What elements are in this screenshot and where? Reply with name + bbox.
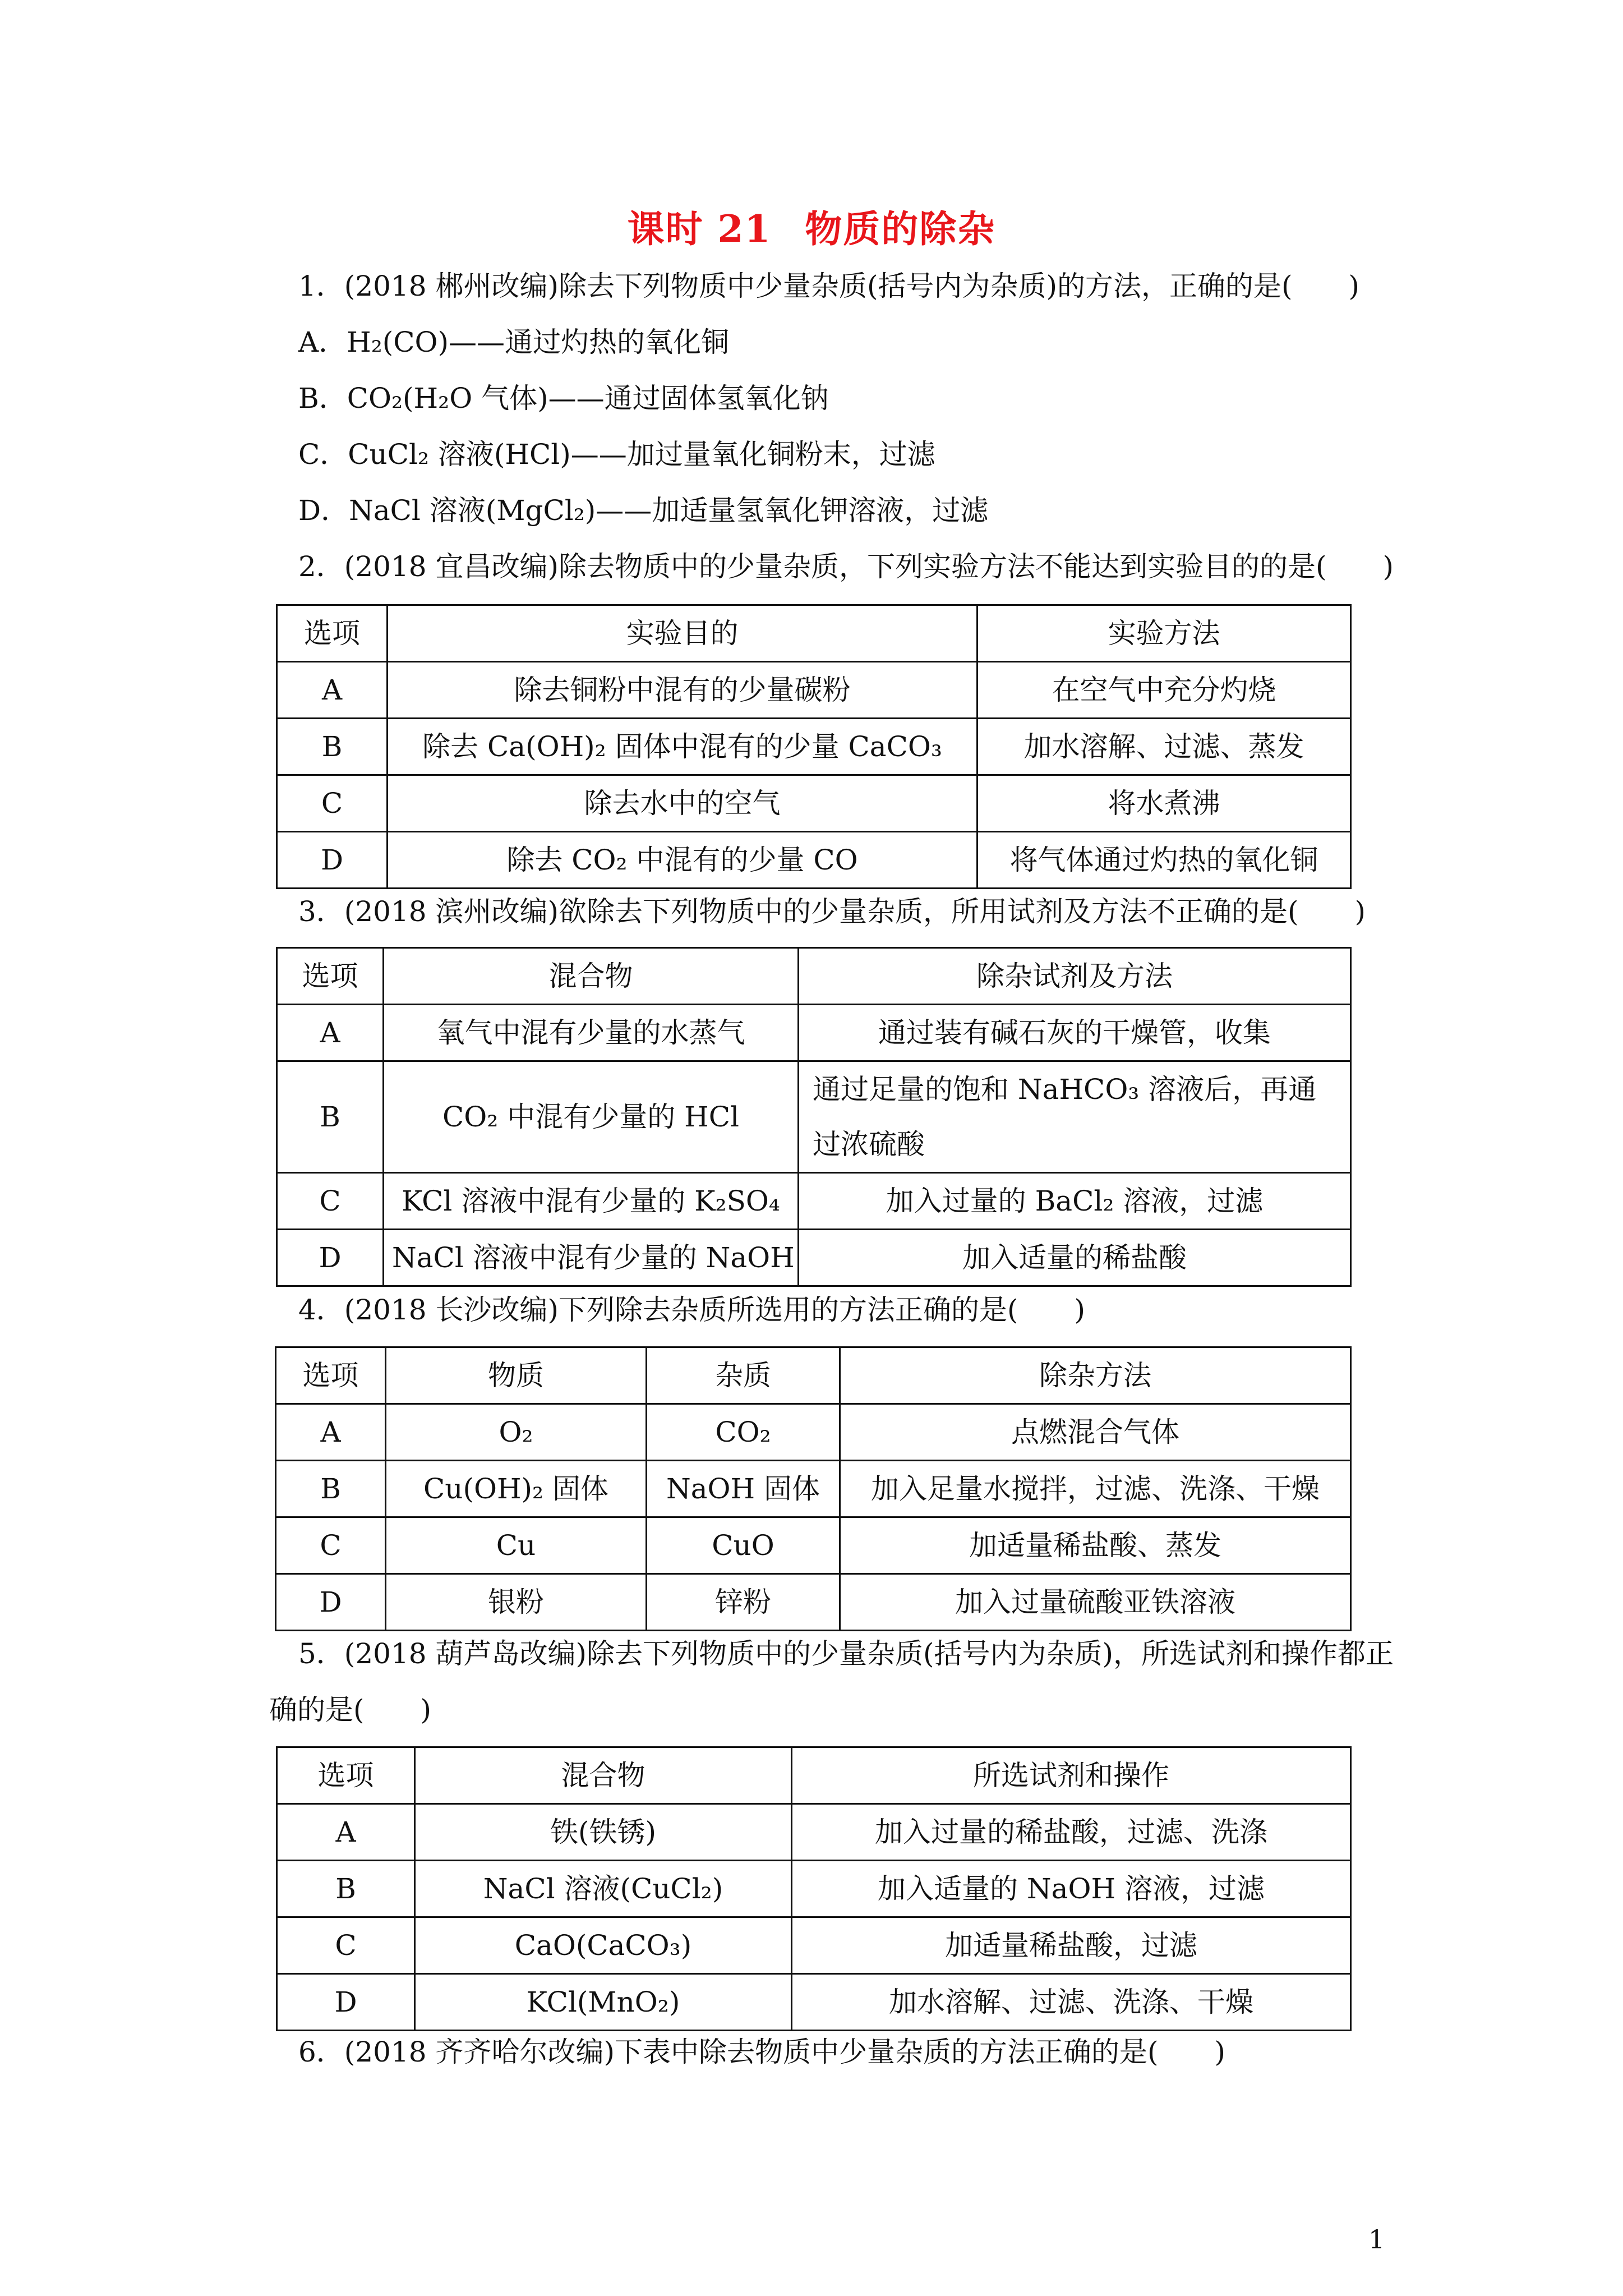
table-header-cell: 所选试剂和操作: [792, 1747, 1351, 1804]
table-row: [277, 1804, 1351, 1861]
table-cell: 锌粉: [647, 1574, 840, 1631]
page-number: 1: [1368, 2224, 1385, 2254]
table-cell: A: [276, 1404, 386, 1461]
table-cell: C: [277, 1917, 415, 1974]
table-cell: 通过装有碱石灰的干燥管，收集: [799, 1005, 1351, 1061]
table-cell: 加入适量的稀盐酸: [799, 1230, 1351, 1286]
table-cell: A: [277, 1804, 415, 1861]
table-cell: D: [277, 832, 388, 889]
q3-table: [276, 947, 1352, 1287]
table-cell: 加入适量的 NaOH 溶液，过滤: [792, 1861, 1351, 1917]
table-row: [277, 1173, 1351, 1230]
q6-stem: 6．(2018 齐齐哈尔改编)下表中除去物质中少量杂质的方法正确的是( ): [298, 2036, 1225, 2068]
table-cell: C: [277, 1173, 384, 1230]
q4-stem: 4．(2018 长沙改编)下列除去杂质所选用的方法正确的是( ): [298, 1294, 1085, 1326]
table-cell: 银粉: [386, 1574, 647, 1631]
table-header-cell: 混合物: [384, 948, 799, 1005]
table-cell: A: [277, 1005, 384, 1061]
q1-option-c: C．CuCl₂ 溶液(HCl)——加过量氧化铜粉末，过滤: [298, 438, 935, 471]
table-cell: KCl(MnO₂): [415, 1974, 792, 2031]
table-cell: 除去 Ca(OH)₂ 固体中混有的少量 CaCO₃: [388, 719, 978, 775]
table-cell: Cu(OH)₂ 固体: [386, 1461, 647, 1517]
table-cell: 加水溶解、过滤、蒸发: [978, 719, 1351, 775]
table-cell: CO₂: [647, 1404, 840, 1461]
table-cell: B: [277, 719, 388, 775]
table-cell: 铁(铁锈): [415, 1804, 792, 1861]
q5-table: [276, 1746, 1352, 2031]
table-cell: 加水溶解、过滤、洗涤、干燥: [792, 1974, 1351, 2031]
table-cell: CuO: [647, 1517, 840, 1574]
q2-stem: 2．(2018 宜昌改编)除去物质中的少量杂质，下列实验方法不能达到实验目的的是( ): [298, 550, 1394, 583]
table-row: [277, 1861, 1351, 1917]
table-header-cell: 物质: [386, 1347, 647, 1404]
q5-stem-line2: 确的是( ): [269, 1694, 432, 1726]
q4-table: [275, 1346, 1352, 1631]
table-cell: NaOH 固体: [647, 1461, 840, 1517]
table-header-cell: 除杂方法: [840, 1347, 1351, 1404]
table-header-cell: 选项: [277, 948, 384, 1005]
table-header-cell: 除杂试剂及方法: [799, 948, 1351, 1005]
table-row: [276, 1517, 1351, 1574]
table-cell: 在空气中充分灼烧: [978, 662, 1351, 719]
table-cell: D: [276, 1574, 386, 1631]
table-cell: D: [277, 1974, 415, 2031]
table-cell: B: [277, 1061, 384, 1173]
table-row: [277, 1230, 1351, 1286]
table-row: [277, 662, 1351, 719]
q2-table: [276, 604, 1352, 889]
table-header-row: [277, 948, 1351, 1005]
q3-stem: 3．(2018 滨州改编)欲除去下列物质中的少量杂质，所用试剂及方法不正确的是( ): [298, 895, 1366, 928]
table-header-cell: 选项: [276, 1347, 386, 1404]
table-cell: B: [277, 1861, 415, 1917]
table-row: [277, 1917, 1351, 1974]
table-cell: O₂: [386, 1404, 647, 1461]
page-title: [0, 199, 1623, 252]
lesson-topic: 物质的除杂: [805, 207, 996, 251]
table-cell: 将水煮沸: [978, 775, 1351, 832]
table-row: [277, 1061, 1351, 1173]
q1-stem: 1．(2018 郴州改编)除去下列物质中少量杂质(括号内为杂质)的方法，正确的是( ): [298, 270, 1359, 302]
table-header-cell: 选项: [277, 605, 388, 662]
table-row: [276, 1574, 1351, 1631]
table-header-cell: 杂质: [647, 1347, 840, 1404]
table-cell: NaCl 溶液(CuCl₂): [415, 1861, 792, 1917]
table-cell: 加入过量硫酸亚铁溶液: [840, 1574, 1351, 1631]
q1-option-b: B．CO₂(H₂O 气体)——通过固体氢氧化钠: [298, 382, 829, 415]
q1-option-a: A．H₂(CO)——通过灼热的氧化铜: [298, 326, 730, 358]
table-cell: 通过足量的饱和 NaHCO₃ 溶液后，再通过浓硫酸: [799, 1061, 1351, 1173]
table-cell: 加适量稀盐酸，过滤: [792, 1917, 1351, 1974]
table-cell: 氧气中混有少量的水蒸气: [384, 1005, 799, 1061]
table-cell: 加入足量水搅拌，过滤、洗涤、干燥: [840, 1461, 1351, 1517]
table-header-row: [277, 605, 1351, 662]
table-header-cell: 选项: [277, 1747, 415, 1804]
table-row: [277, 1974, 1351, 2031]
table-cell: 加入过量的稀盐酸，过滤、洗涤: [792, 1804, 1351, 1861]
table-row: [277, 832, 1351, 889]
q1-option-d: D．NaCl 溶液(MgCl₂)——加适量氢氧化钾溶液，过滤: [298, 494, 989, 527]
table-cell: 除去铜粉中混有的少量碳粉: [388, 662, 978, 719]
table-cell: NaCl 溶液中混有少量的 NaOH: [384, 1230, 799, 1286]
table-cell: 除去 CO₂ 中混有的少量 CO: [388, 832, 978, 889]
q5-stem-line1: 5．(2018 葫芦岛改编)除去下列物质中的少量杂质(括号内为杂质)，所选试剂和操作都正: [298, 1637, 1394, 1670]
table-cell: CaO(CaCO₃): [415, 1917, 792, 1974]
table-cell: KCl 溶液中混有少量的 K₂SO₄: [384, 1173, 799, 1230]
table-row: [277, 719, 1351, 775]
table-cell: 加适量稀盐酸、蒸发: [840, 1517, 1351, 1574]
table-cell: 除去水中的空气: [388, 775, 978, 832]
table-cell: D: [277, 1230, 384, 1286]
table-header-cell: 实验方法: [978, 605, 1351, 662]
table-header-cell: 实验目的: [388, 605, 978, 662]
table-cell: C: [277, 775, 388, 832]
table-cell: 加入过量的 BaCl₂ 溶液，过滤: [799, 1173, 1351, 1230]
lesson-number: 课时 21: [627, 207, 772, 251]
table-cell: A: [277, 662, 388, 719]
table-cell: C: [276, 1517, 386, 1574]
table-header-row: [276, 1347, 1351, 1404]
table-cell: CO₂ 中混有少量的 HCl: [384, 1061, 799, 1173]
table-row: [276, 1404, 1351, 1461]
table-cell: 将气体通过灼热的氧化铜: [978, 832, 1351, 889]
table-row: [277, 1005, 1351, 1061]
table-row: [276, 1461, 1351, 1517]
table-cell: Cu: [386, 1517, 647, 1574]
table-row: [277, 775, 1351, 832]
table-cell: 点燃混合气体: [840, 1404, 1351, 1461]
table-header-row: [277, 1747, 1351, 1804]
table-cell: B: [276, 1461, 386, 1517]
table-header-cell: 混合物: [415, 1747, 792, 1804]
